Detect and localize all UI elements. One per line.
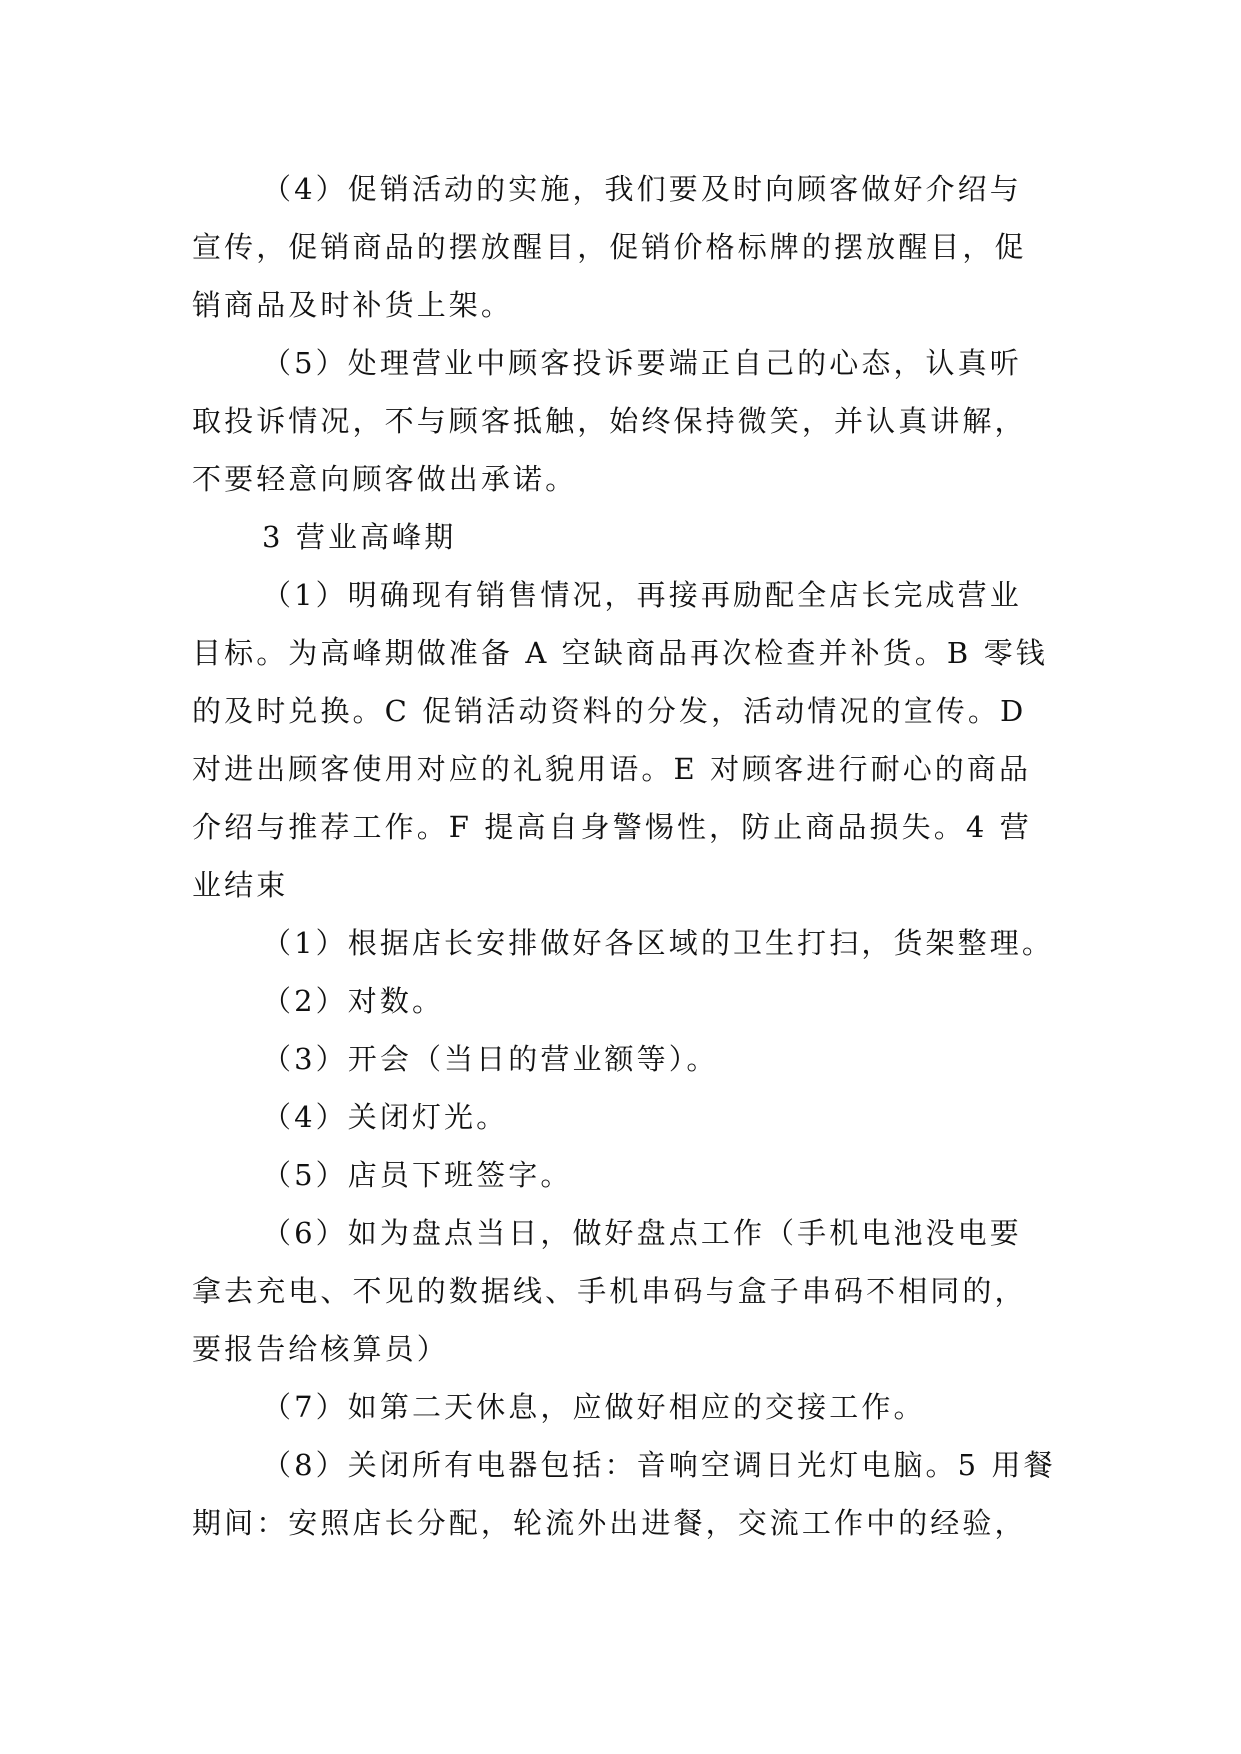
paragraph-line: 销商品及时补货上架。 [192, 288, 514, 322]
list-item: （3）开会（当日的营业额等）。 [262, 1042, 719, 1076]
paragraph-line: （4）促销活动的实施，我们要及时向顾客做好介绍与 [262, 172, 1022, 206]
list-item: （6）如为盘点当日，做好盘点工作（手机电池没电要 [262, 1216, 1022, 1250]
document-page [192, 160, 1056, 1552]
list-item: （1）根据店长安排做好各区域的卫生打扫，货架整理。 [262, 926, 1054, 960]
paragraph-line: 宣传，促销商品的摆放醒目，促销价格标牌的摆放醒目，促 [192, 230, 1027, 264]
list-item: （5）店员下班签字。 [262, 1158, 573, 1192]
list-item: （7）如第二天休息，应做好相应的交接工作。 [262, 1390, 926, 1424]
paragraph-line: 不要轻意向顾客做出承诺。 [192, 462, 578, 496]
paragraph-line: 期间：安照店长分配，轮流外出进餐，交流工作中的经验， [192, 1506, 1027, 1540]
paragraph-line: 目标。为高峰期做准备 A 空缺商品再次检查并补货。B 零钱 [192, 636, 1048, 670]
paragraph-line: （1）明确现有销售情况，再接再励配全店长完成营业 [262, 578, 1022, 612]
list-item: （2）对数。 [262, 984, 445, 1018]
list-item: （8）关闭所有电器包括：音响空调日光灯电脑。5 用餐 [262, 1448, 1056, 1482]
paragraph-line: 拿去充电、不见的数据线、手机串码与盒子串码不相同的， [192, 1274, 1027, 1308]
section-heading: 3 营业高峰期 [262, 520, 457, 554]
paragraph-line: 的及时兑换。C 促销活动资料的分发，活动情况的宣传。D [192, 694, 1027, 728]
paragraph-line: 业结束 [192, 868, 289, 902]
list-item: （4）关闭灯光。 [262, 1100, 509, 1134]
paragraph-line: （5）处理营业中顾客投诉要端正自己的心态，认真听 [262, 346, 1022, 380]
paragraph-line: 要报告给核算员） [192, 1332, 449, 1366]
paragraph-line: 取投诉情况，不与顾客抵触，始终保持微笑，并认真讲解， [192, 404, 1027, 438]
paragraph-line: 对进出顾客使用对应的礼貌用语。E 对顾客进行耐心的商品 [192, 752, 1032, 786]
paragraph-line: 介绍与推荐工作。F 提高自身警惕性，防止商品损失。4 营 [192, 810, 1032, 844]
